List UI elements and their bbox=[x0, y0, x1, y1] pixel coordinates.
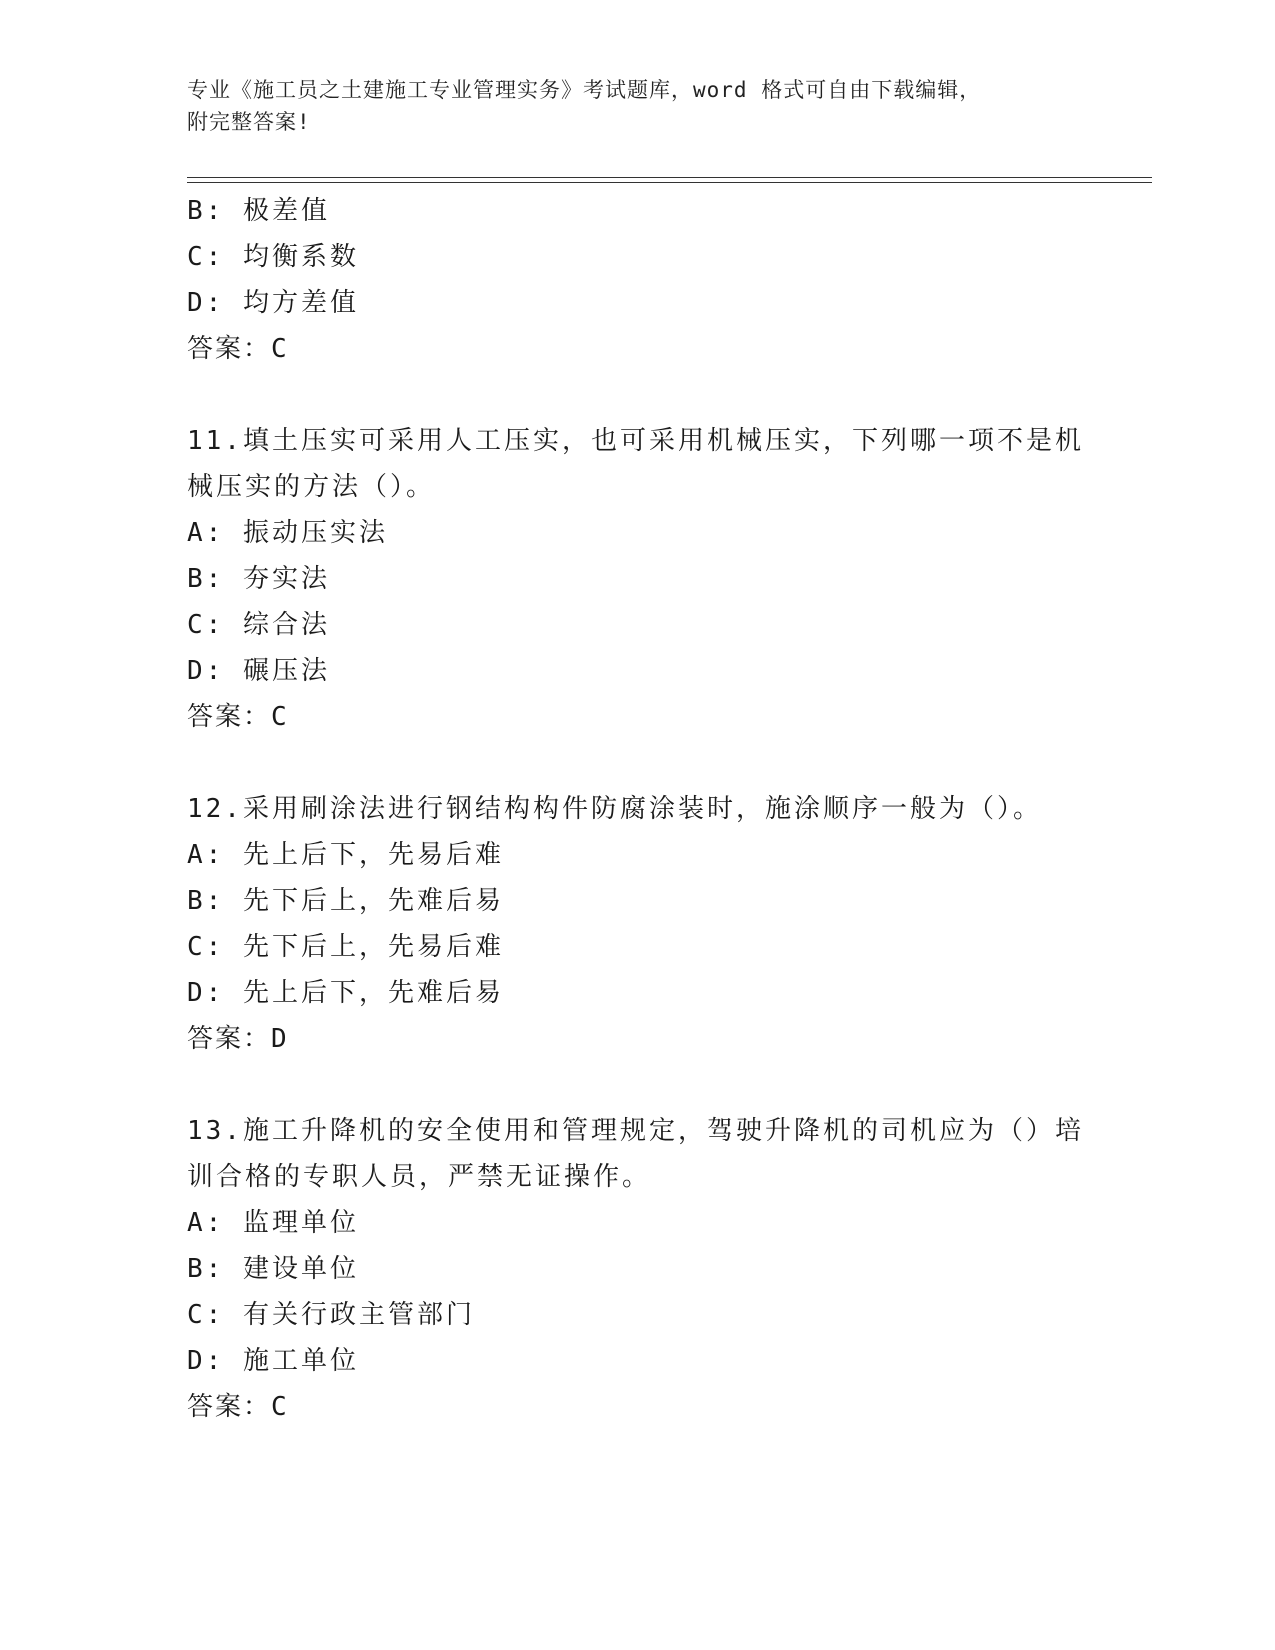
question-11 bbox=[187, 418, 1087, 740]
header-line-1: 专业《施工员之土建施工专业管理实务》考试题库，word 格式可自由下载编辑， bbox=[187, 78, 982, 102]
question-12 bbox=[187, 786, 1087, 1062]
header-line-2: 附完整答案! bbox=[187, 110, 311, 134]
option-d: D: 碾压法 bbox=[187, 656, 330, 686]
question-10-continued bbox=[187, 188, 1087, 372]
answer-line: 答案：D bbox=[187, 1024, 290, 1054]
option-a: A: 监理单位 bbox=[187, 1208, 359, 1238]
question-text-cont: 训合格的专职人员，严禁无证操作。 bbox=[187, 1162, 652, 1192]
question-text: 12.采用刷涂法进行钢结构构件防腐涂装时，施涂顺序一般为（）。 bbox=[187, 794, 1042, 824]
option-c: C: 有关行政主管部门 bbox=[187, 1300, 475, 1330]
option-b: B: 极差值 bbox=[187, 196, 330, 226]
question-text-cont: 械压实的方法（）。 bbox=[187, 472, 436, 502]
option-a: A: 振动压实法 bbox=[187, 518, 388, 548]
answer-line: 答案：C bbox=[187, 334, 290, 364]
spacer bbox=[187, 372, 1087, 418]
page-header bbox=[187, 74, 1087, 138]
answer-line: 答案：C bbox=[187, 702, 290, 732]
option-d: D: 均方差值 bbox=[187, 288, 359, 318]
question-text: 11.填土压实可采用人工压实，也可采用机械压实，下列哪一项不是机 bbox=[187, 426, 1084, 456]
answer-line: 答案：C bbox=[187, 1392, 290, 1422]
question-13 bbox=[187, 1108, 1087, 1430]
header-divider-top bbox=[187, 177, 1152, 178]
spacer bbox=[187, 740, 1087, 786]
question-text: 13.施工升降机的安全使用和管理规定，驾驶升降机的司机应为（）培 bbox=[187, 1116, 1084, 1146]
option-d: D: 先上后下，先难后易 bbox=[187, 978, 504, 1008]
option-b: B: 建设单位 bbox=[187, 1254, 359, 1284]
option-c: C: 先下后上，先易后难 bbox=[187, 932, 504, 962]
header-divider-bottom bbox=[187, 182, 1152, 183]
option-c: C: 综合法 bbox=[187, 610, 330, 640]
option-b: B: 先下后上，先难后易 bbox=[187, 886, 504, 916]
option-b: B: 夯实法 bbox=[187, 564, 330, 594]
option-d: D: 施工单位 bbox=[187, 1346, 359, 1376]
question-content bbox=[187, 188, 1087, 1430]
option-a: A: 先上后下，先易后难 bbox=[187, 840, 504, 870]
option-c: C: 均衡系数 bbox=[187, 242, 359, 272]
spacer bbox=[187, 1062, 1087, 1108]
